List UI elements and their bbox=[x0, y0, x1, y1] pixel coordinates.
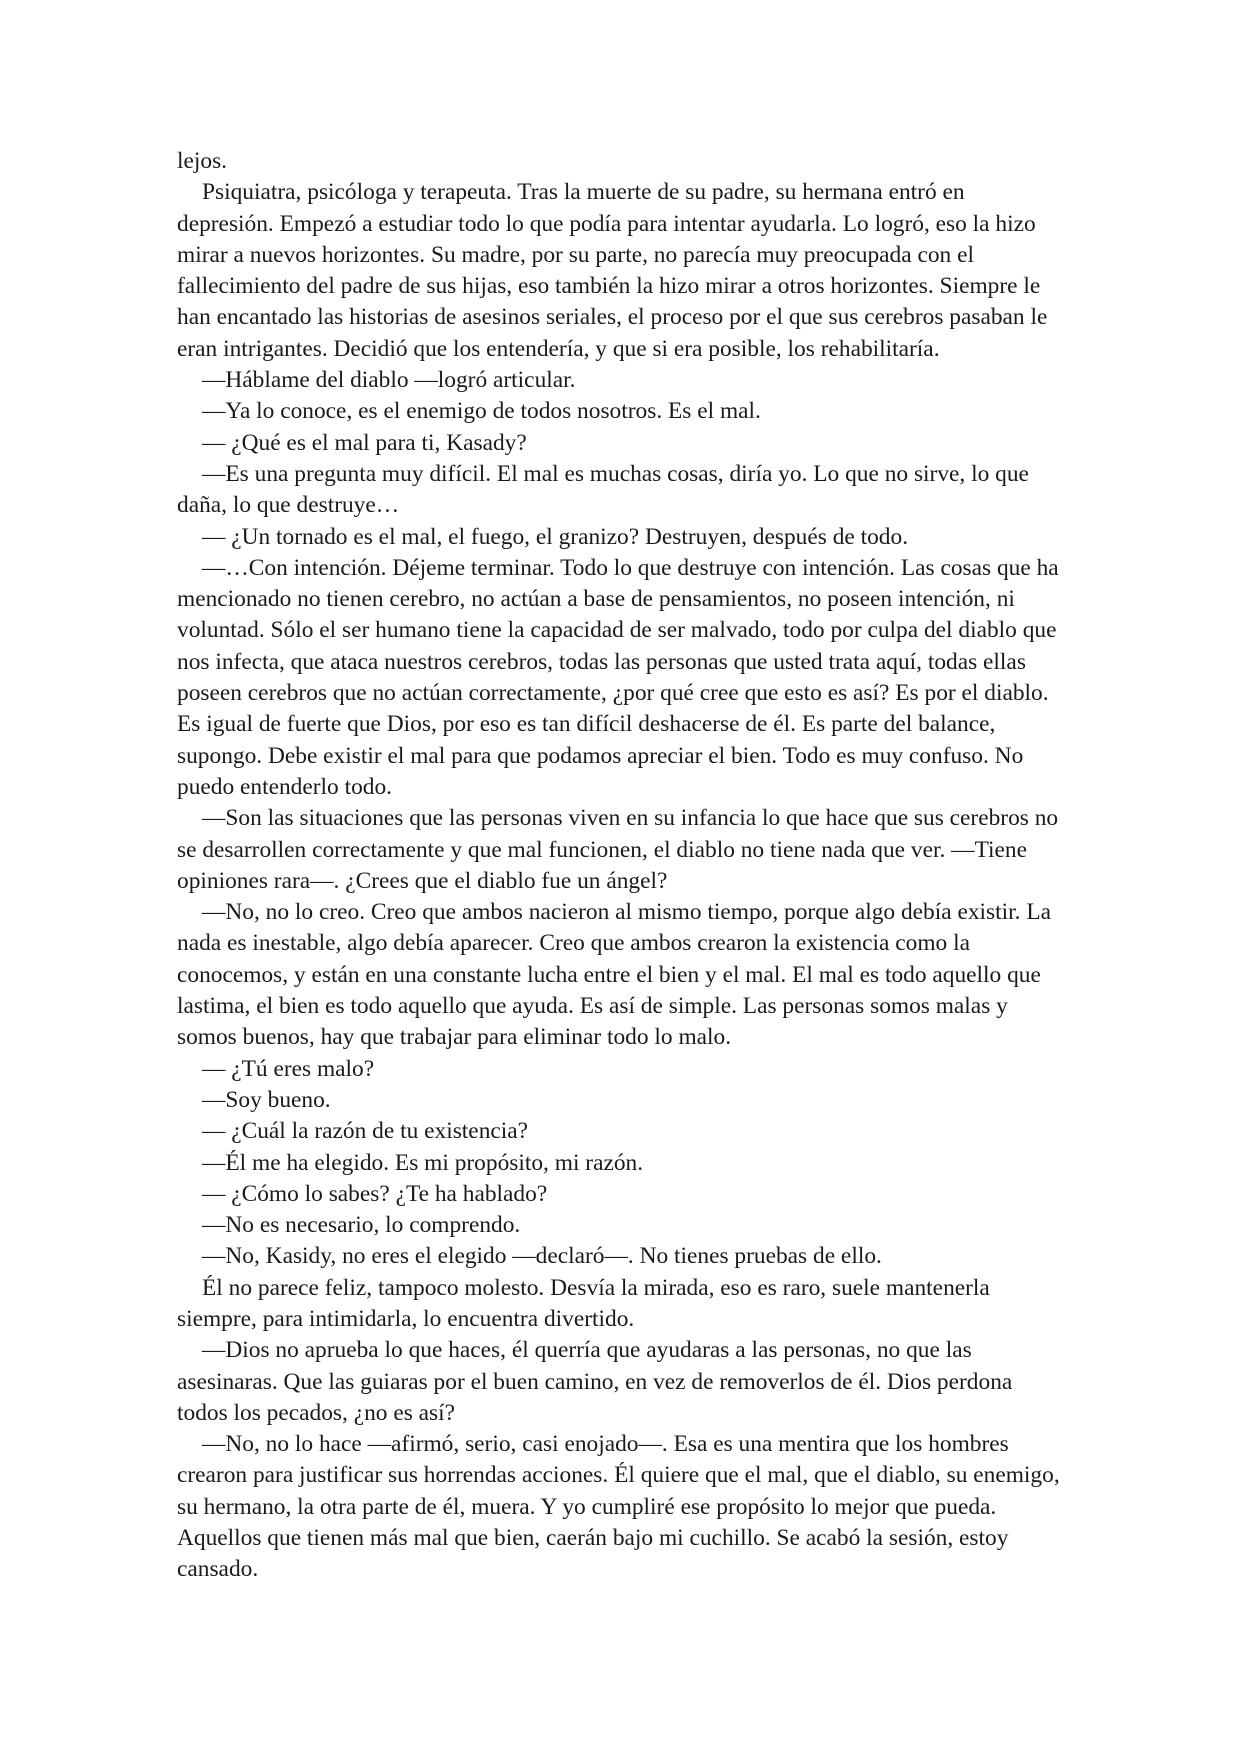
dialogue-line: — ¿Cuál la razón de tu existencia? bbox=[202, 1118, 529, 1145]
dialogue-line: —Son las situaciones que las personas viven en su infancia lo que hace que sus cerebros no se desarrollen correctamente y que mal funcionen, el diablo no tiene nada que ver. —Tiene opiniones rara—. ¿Crees que el diablo fue un ángel? bbox=[177, 805, 1059, 894]
dialogue-line: —No, no lo hace —afirmó, serio, casi enojado—. Esa es una mentira que los hombres crearon para justificar sus horrendas acciones. Él quiere que el mal, que el diablo, su enemigo, su hermano, la otra parte de él, muera. Y yo cumpliré ese propósito lo mejor que pueda. Aquellos que tienen más mal que bien, caerán bajo mi cuchillo. Se acabó la sesión, estoy cansado. bbox=[177, 1431, 1060, 1583]
dialogue-line: —Soy bueno. bbox=[202, 1086, 331, 1113]
dialogue-line: —Háblame del diablo —logró articular. bbox=[202, 367, 576, 394]
dialogue-line: — ¿Un tornado es el mal, el fuego, el granizo? Destruyen, después de todo. bbox=[202, 523, 909, 550]
dialogue-line: —No es necesario, lo comprendo. bbox=[202, 1212, 521, 1239]
paragraph: Él no parece feliz, tampoco molesto. Desvía la mirada, eso es raro, suele mantenerla siempre, para intimidarla, lo encuentra divertido. bbox=[177, 1274, 990, 1332]
paragraph: lejos. bbox=[177, 148, 228, 174]
dialogue-line: —No, no lo creo. Creo que ambos nacieron al mismo tiempo, porque algo debía existir. La nada es inestable, algo debía aparecer. Creo que ambos crearon la existencia como la conocemos, y están en una constante lucha entre el bien y el mal. El mal es todo aquello que lastima, el bien es todo aquello que ayuda. Es así de simple. Las personas somos malas y somos buenos, hay que trabajar para eliminar todo lo malo. bbox=[177, 899, 1051, 1051]
dialogue-line: — ¿Cómo lo sabes? ¿Te ha hablado? bbox=[202, 1180, 548, 1207]
dialogue-line: —Ya lo conoce, es el enemigo de todos nosotros. Es el mal. bbox=[202, 398, 761, 425]
dialogue-line: —No, Kasidy, no eres el elegido —declaró—. No tienes pruebas de ello. bbox=[202, 1243, 882, 1270]
document-body bbox=[177, 146, 1063, 1586]
dialogue-line: —…Con intención. Déjeme terminar. Todo lo que destruye con intención. Las cosas que ha mencionado no tienen cerebro, no actúan a base de pensamientos, no poseen intención, ni voluntad. Sólo el ser humano tiene la capacidad de ser malvado, todo por culpa del diablo que nos infecta, que ataca nuestros cerebros, todas las personas que usted trata aquí, todas ellas poseen cerebros que no actúan correctamente, ¿por qué cree que esto es así? Es por el diablo. Es igual de fuerte que Dios, por eso es tan difícil deshacerse de él. Es parte del balance, supongo. Debe existir el mal para que podamos apreciar el bien. Todo es muy confuso. No puedo entenderlo todo. bbox=[177, 554, 1059, 800]
paragraph: Psiquiatra, psicóloga y terapeuta. Tras la muerte de su padre, su hermana entró en depresión. Empezó a estudiar todo lo que podía para intentar ayudarla. Lo logró, eso la hizo mirar a nuevos horizontes. Su madre, por su parte, no parecía muy preocupada con el fallecimiento del padre de sus hijas, eso también la hizo mirar a otros horizontes. Siempre le han encantado las historias de asesinos seriales, el proceso por el que sus cerebros pasaban le eran intrigantes. Decidió que los entendería, y que si era posible, los rehabilitaría. bbox=[177, 179, 1048, 362]
dialogue-line: — ¿Qué es el mal para ti, Kasady? bbox=[202, 429, 527, 456]
dialogue-line: —Dios no aprueba lo que haces, él querría que ayudaras a las personas, no que las asesinaras. Que las guiaras por el buen camino, en vez de removerlos de él. Dios perdona todos los pecados, ¿no es así? bbox=[177, 1337, 1013, 1426]
dialogue-line: —Él me ha elegido. Es mi propósito, mi razón. bbox=[202, 1149, 644, 1176]
dialogue-line: — ¿Tú eres malo? bbox=[202, 1055, 375, 1082]
dialogue-line: —Es una pregunta muy difícil. El mal es muchas cosas, diría yo. Lo que no sirve, lo que daña, lo que destruye… bbox=[177, 460, 1029, 519]
